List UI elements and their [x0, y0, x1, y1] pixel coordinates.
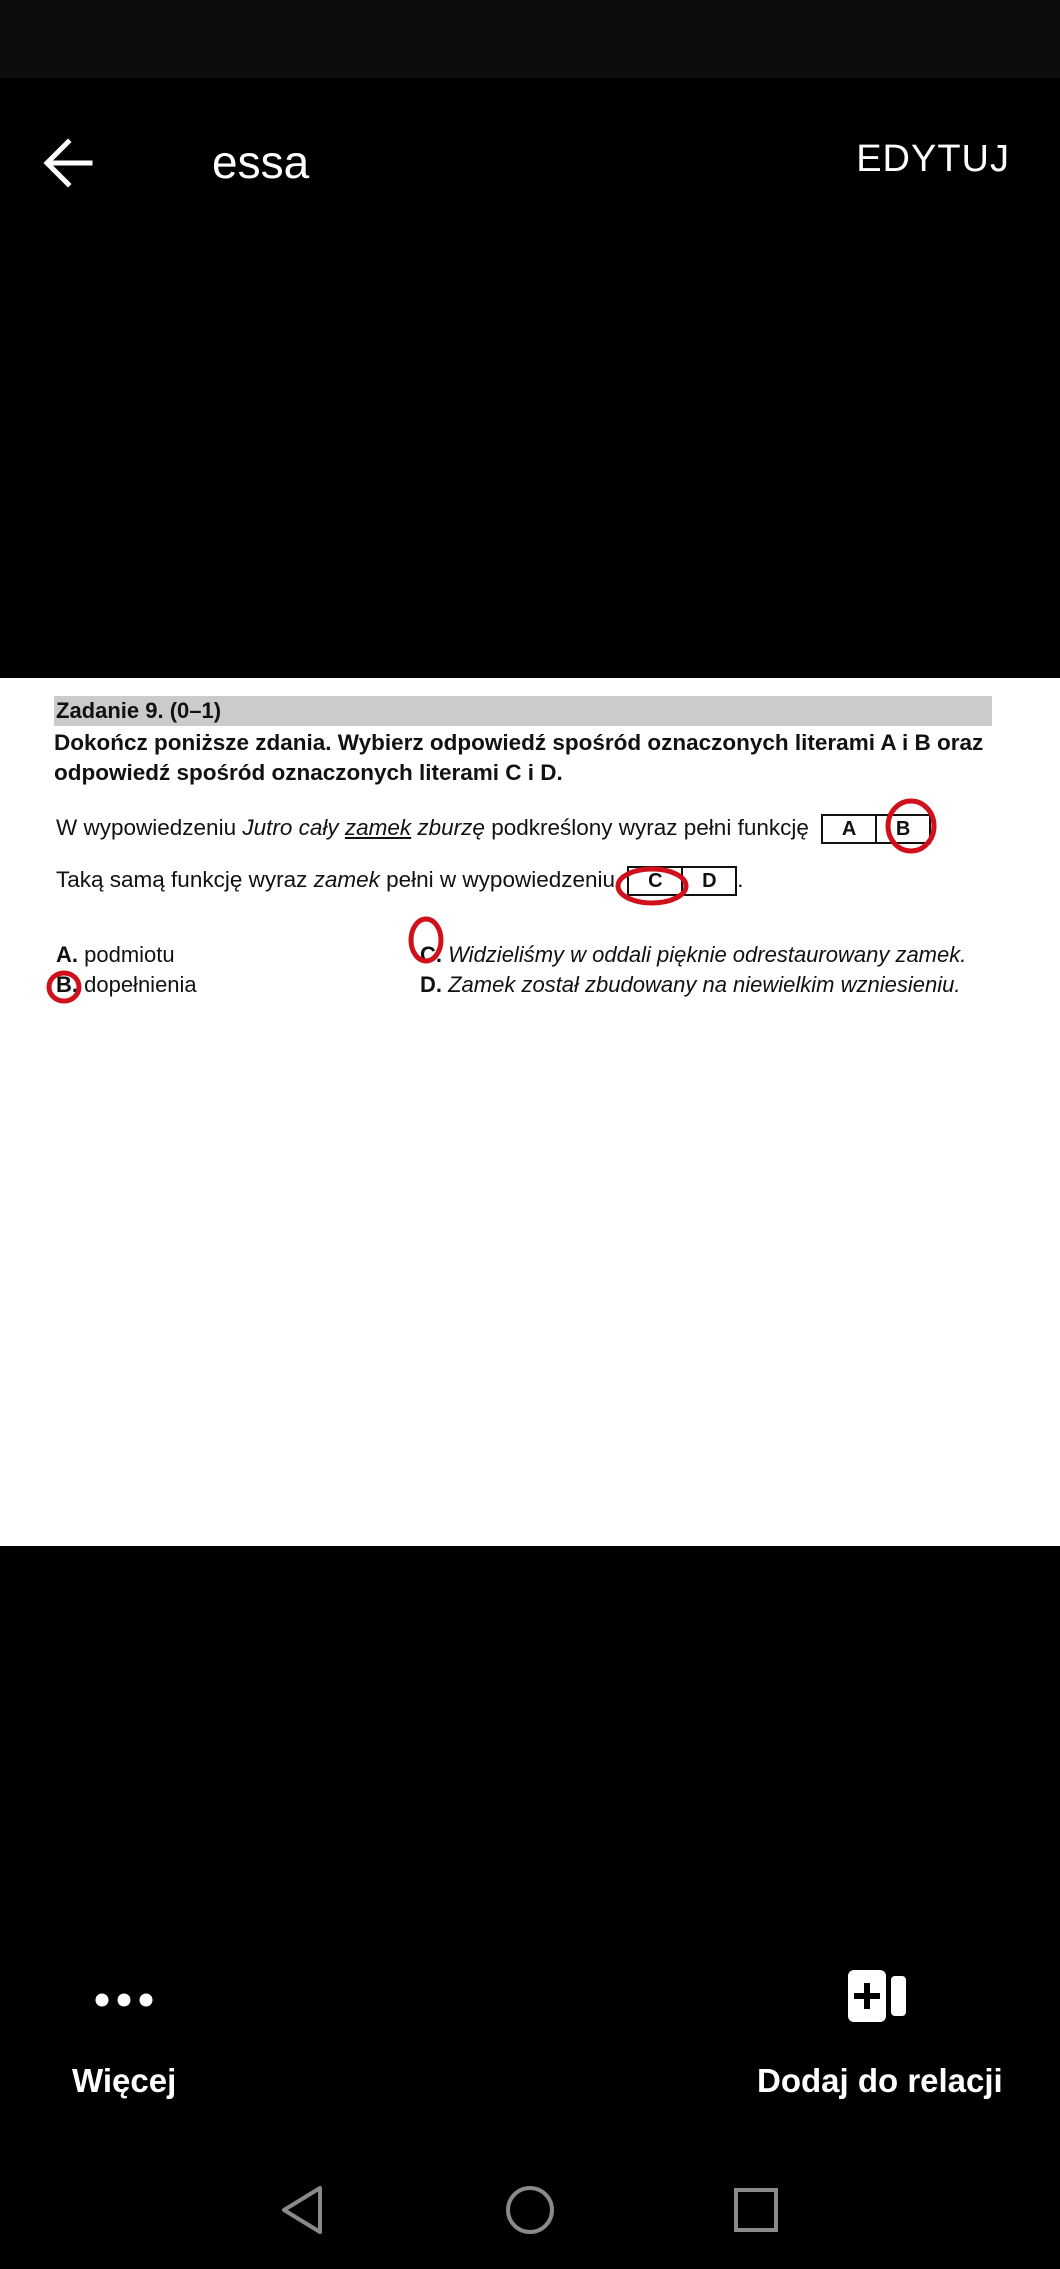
- triangle-back-icon: [272, 2180, 332, 2240]
- task-title: Zadanie 9. (0–1): [54, 696, 992, 726]
- three-dots-icon: [94, 1990, 154, 2010]
- sentence-2-end: .: [737, 866, 744, 892]
- task-instruction: Dokończ poniższe zdania. Wybierz odpowiedź spośród oznaczonych literami A i B oraz odpowiedź spośród oznaczonych literami C i D.: [54, 730, 984, 785]
- add-to-story-button[interactable]: [750, 1960, 1020, 2120]
- nav-home-button[interactable]: [500, 2180, 560, 2240]
- photo-viewer-image: [0, 678, 1060, 1546]
- answer-box-b: B: [875, 814, 931, 844]
- top-app-bar: [0, 78, 1060, 248]
- sentence-2-prefix: Taką samą funkcję wyraz: [56, 866, 314, 892]
- more-button[interactable]: [60, 1960, 190, 2120]
- nav-back-button[interactable]: [272, 2180, 332, 2240]
- sentence-2-word: zamek: [313, 866, 380, 892]
- option-d: D. Zamek został zbudowany na niewielkim wzniesieniu.: [420, 972, 961, 997]
- back-button[interactable]: [40, 128, 130, 198]
- add-to-story-label: Dodaj do relacji: [757, 2062, 1003, 2099]
- arrow-left-icon: [40, 128, 100, 198]
- option-a: A. podmiotu: [56, 942, 175, 967]
- option-b: B. dopełnienia: [56, 972, 197, 997]
- example-underlined-word: zamek: [344, 814, 412, 840]
- square-recents-icon: [726, 2180, 786, 2240]
- sentence-2: [56, 866, 744, 896]
- nav-recents-button[interactable]: [726, 2180, 786, 2240]
- answer-box-c: C: [627, 866, 683, 896]
- handwritten-annotations: [0, 678, 1060, 1546]
- sentence-1-suffix: podkreślony wyraz pełni funkcję: [484, 814, 809, 840]
- answer-box-d: D: [681, 866, 737, 896]
- add-to-story-icon: [846, 1968, 908, 2024]
- option-c: C. Widzieliśmy w oddali pięknie odrestaurowany zamek.: [420, 942, 967, 967]
- circle-home-icon: [500, 2180, 560, 2240]
- sentence-2-suffix: pełni w wypowiedzeniu: [379, 866, 616, 892]
- chat-title: essa: [212, 136, 310, 188]
- edit-button[interactable]: EDYTUJ: [856, 138, 1010, 180]
- sentence-1-end: .: [931, 814, 938, 840]
- system-navigation-bar: [0, 2150, 1060, 2269]
- status-bar: [0, 0, 1060, 78]
- answer-box-a: A: [821, 814, 877, 844]
- example-part-1: Jutro cały: [242, 814, 345, 840]
- sentence-1: [56, 814, 937, 844]
- example-part-2: zburzę: [411, 814, 485, 840]
- sentence-1-prefix: W wypowiedzeniu: [56, 814, 243, 840]
- more-label: Więcej: [72, 2062, 177, 2099]
